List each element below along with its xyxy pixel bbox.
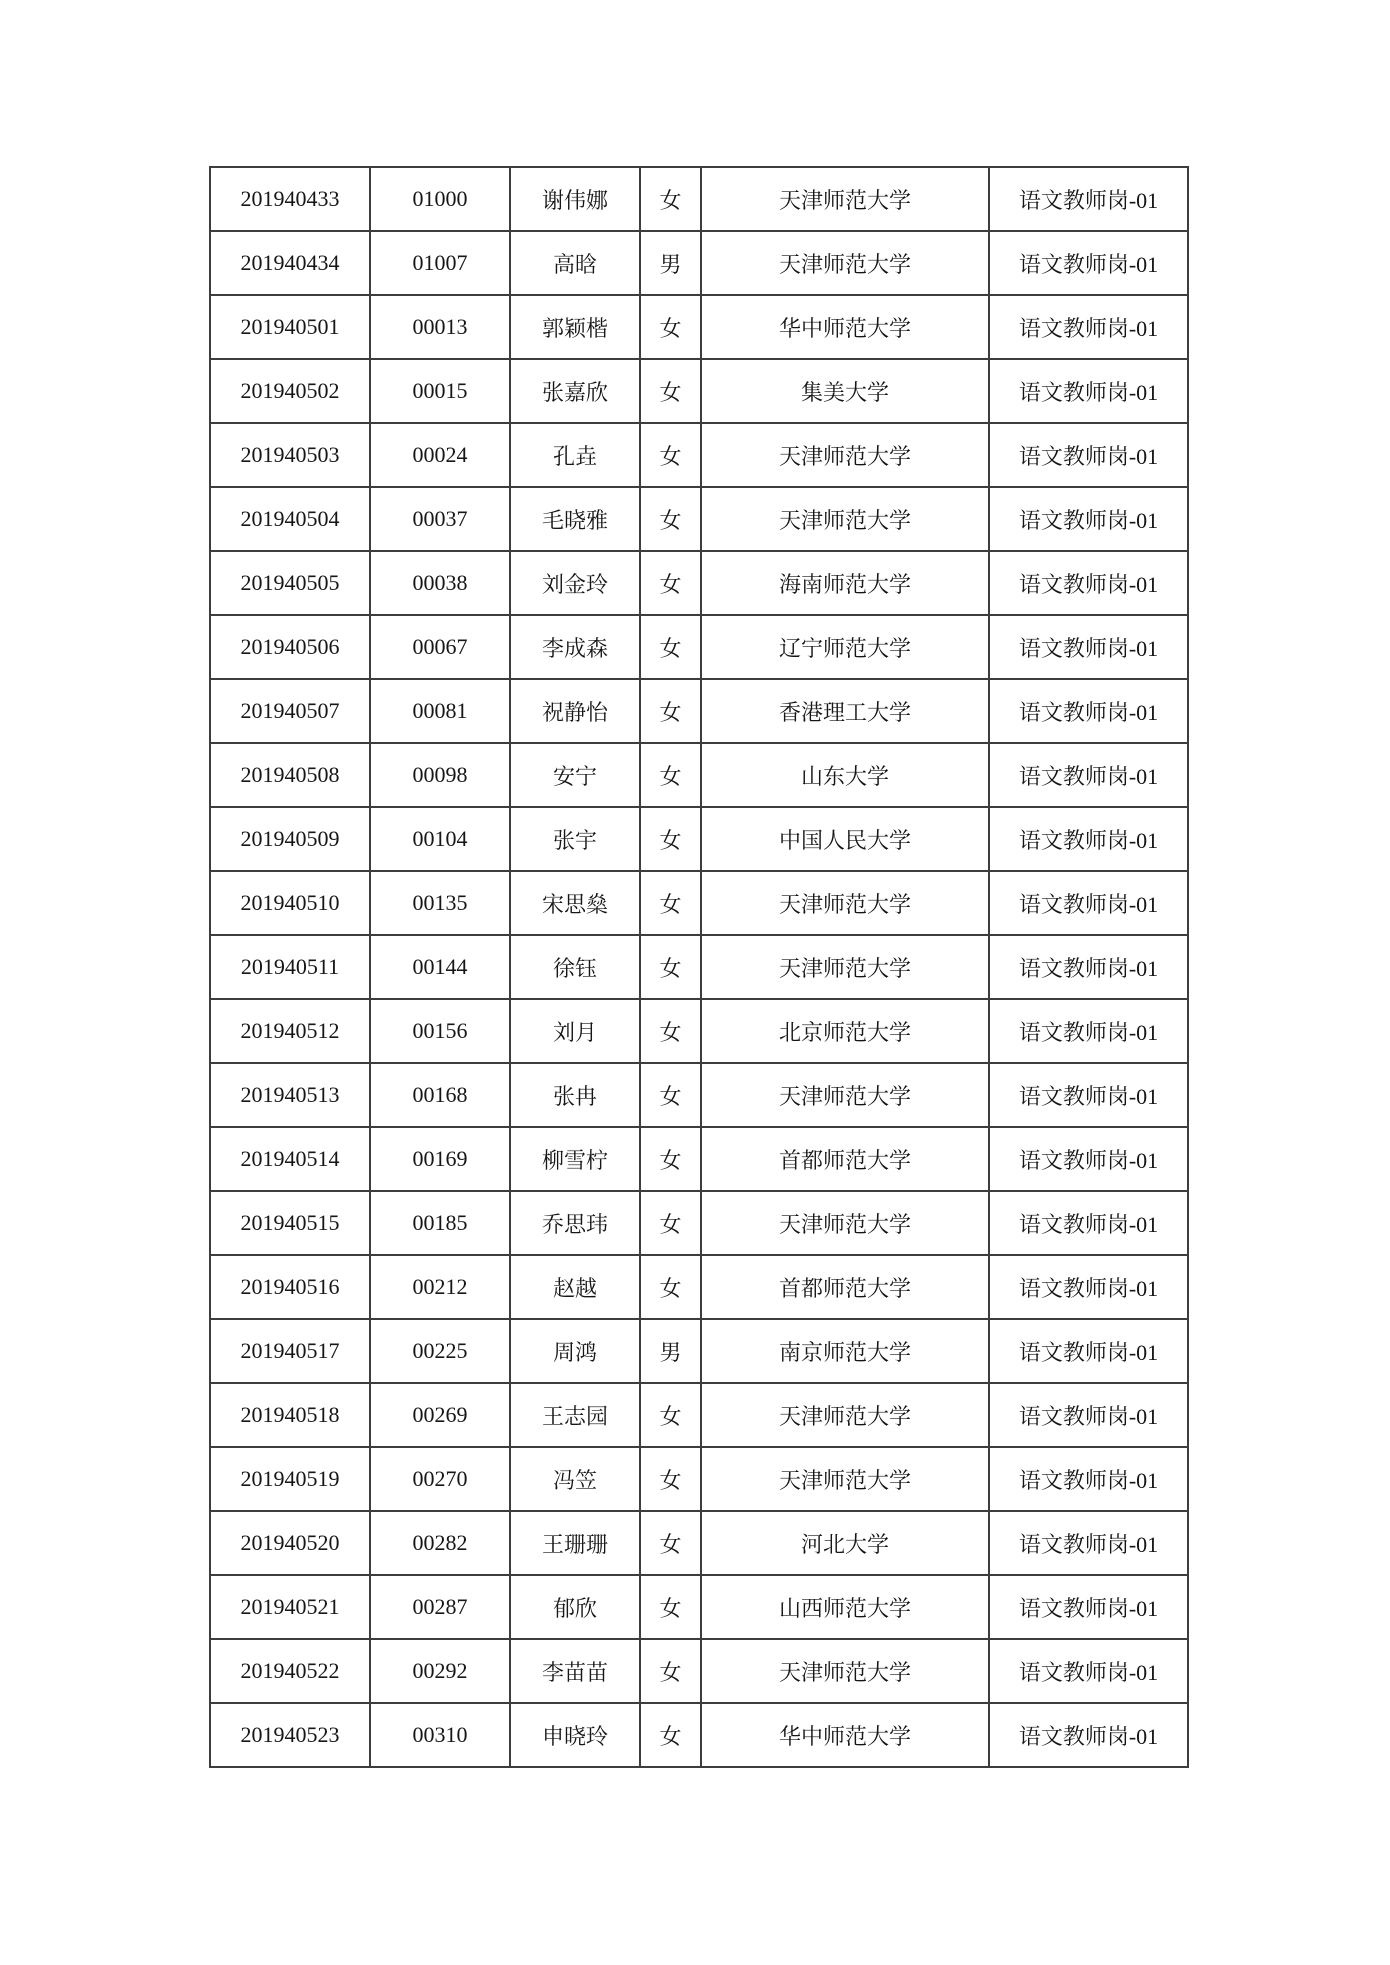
cell-candidate-number: 00135 <box>370 871 510 935</box>
cell-name: 张嘉欣 <box>510 359 640 423</box>
cell-position: 语文教师岗-01 <box>989 1383 1188 1447</box>
cell-exam-number: 201940506 <box>210 615 370 679</box>
cell-graduate-school: 首都师范大学 <box>701 1127 989 1191</box>
table-row <box>210 807 1188 871</box>
cell-gender: 女 <box>640 1639 701 1703</box>
cell-position: 语文教师岗-01 <box>989 231 1188 295</box>
cell-name: 安宁 <box>510 743 640 807</box>
cell-graduate-school: 天津师范大学 <box>701 423 989 487</box>
table-row <box>210 295 1188 359</box>
cell-candidate-number: 00156 <box>370 999 510 1063</box>
table-row <box>210 1319 1188 1383</box>
table-row <box>210 359 1188 423</box>
cell-position: 语文教师岗-01 <box>989 1639 1188 1703</box>
cell-name: 刘金玲 <box>510 551 640 615</box>
cell-candidate-number: 00292 <box>370 1639 510 1703</box>
cell-exam-number: 201940521 <box>210 1575 370 1639</box>
cell-graduate-school: 南京师范大学 <box>701 1319 989 1383</box>
table-row <box>210 1447 1188 1511</box>
roster-body <box>210 167 1188 1767</box>
cell-exam-number: 201940511 <box>210 935 370 999</box>
cell-exam-number: 201940507 <box>210 679 370 743</box>
cell-candidate-number: 00024 <box>370 423 510 487</box>
cell-exam-number: 201940519 <box>210 1447 370 1511</box>
cell-gender: 女 <box>640 615 701 679</box>
cell-name: 谢伟娜 <box>510 167 640 231</box>
cell-exam-number: 201940517 <box>210 1319 370 1383</box>
cell-name: 王珊珊 <box>510 1511 640 1575</box>
cell-position: 语文教师岗-01 <box>989 1191 1188 1255</box>
cell-graduate-school: 天津师范大学 <box>701 167 989 231</box>
cell-name: 李苗苗 <box>510 1639 640 1703</box>
cell-graduate-school: 天津师范大学 <box>701 1639 989 1703</box>
cell-graduate-school: 山东大学 <box>701 743 989 807</box>
cell-position: 语文教师岗-01 <box>989 999 1188 1063</box>
cell-gender: 女 <box>640 359 701 423</box>
cell-graduate-school: 天津师范大学 <box>701 1063 989 1127</box>
cell-name: 孔垚 <box>510 423 640 487</box>
cell-graduate-school: 天津师范大学 <box>701 231 989 295</box>
table-row <box>210 871 1188 935</box>
cell-gender: 男 <box>640 1319 701 1383</box>
cell-exam-number: 201940510 <box>210 871 370 935</box>
cell-candidate-number: 00282 <box>370 1511 510 1575</box>
cell-name: 柳雪柠 <box>510 1127 640 1191</box>
cell-graduate-school: 香港理工大学 <box>701 679 989 743</box>
cell-gender: 女 <box>640 935 701 999</box>
table-row <box>210 551 1188 615</box>
cell-exam-number: 201940501 <box>210 295 370 359</box>
cell-graduate-school: 河北大学 <box>701 1511 989 1575</box>
cell-graduate-school: 首都师范大学 <box>701 1255 989 1319</box>
cell-graduate-school: 北京师范大学 <box>701 999 989 1063</box>
table-row <box>210 743 1188 807</box>
table-row <box>210 1255 1188 1319</box>
cell-position: 语文教师岗-01 <box>989 295 1188 359</box>
cell-name: 郭颖楷 <box>510 295 640 359</box>
cell-exam-number: 201940509 <box>210 807 370 871</box>
cell-candidate-number: 00037 <box>370 487 510 551</box>
cell-gender: 女 <box>640 1127 701 1191</box>
cell-candidate-number: 00270 <box>370 1447 510 1511</box>
cell-position: 语文教师岗-01 <box>989 423 1188 487</box>
cell-gender: 女 <box>640 1511 701 1575</box>
cell-gender: 女 <box>640 167 701 231</box>
cell-graduate-school: 山西师范大学 <box>701 1575 989 1639</box>
roster-table <box>209 166 1189 1768</box>
cell-name: 李成森 <box>510 615 640 679</box>
cell-candidate-number: 01007 <box>370 231 510 295</box>
cell-position: 语文教师岗-01 <box>989 1575 1188 1639</box>
cell-gender: 女 <box>640 1063 701 1127</box>
cell-exam-number: 201940502 <box>210 359 370 423</box>
cell-candidate-number: 00081 <box>370 679 510 743</box>
cell-exam-number: 201940516 <box>210 1255 370 1319</box>
cell-gender: 女 <box>640 1255 701 1319</box>
cell-graduate-school: 天津师范大学 <box>701 935 989 999</box>
cell-name: 刘月 <box>510 999 640 1063</box>
cell-position: 语文教师岗-01 <box>989 1319 1188 1383</box>
cell-candidate-number: 00038 <box>370 551 510 615</box>
cell-candidate-number: 00225 <box>370 1319 510 1383</box>
cell-candidate-number: 00015 <box>370 359 510 423</box>
cell-gender: 女 <box>640 1383 701 1447</box>
cell-candidate-number: 00144 <box>370 935 510 999</box>
cell-exam-number: 201940513 <box>210 1063 370 1127</box>
cell-graduate-school: 辽宁师范大学 <box>701 615 989 679</box>
cell-position: 语文教师岗-01 <box>989 935 1188 999</box>
cell-position: 语文教师岗-01 <box>989 807 1188 871</box>
cell-gender: 女 <box>640 423 701 487</box>
table-row <box>210 167 1188 231</box>
cell-position: 语文教师岗-01 <box>989 487 1188 551</box>
cell-exam-number: 201940522 <box>210 1639 370 1703</box>
cell-graduate-school: 集美大学 <box>701 359 989 423</box>
cell-candidate-number: 01000 <box>370 167 510 231</box>
cell-candidate-number: 00104 <box>370 807 510 871</box>
table-row <box>210 1511 1188 1575</box>
cell-graduate-school: 中国人民大学 <box>701 807 989 871</box>
cell-graduate-school: 天津师范大学 <box>701 1383 989 1447</box>
cell-exam-number: 201940504 <box>210 487 370 551</box>
cell-name: 郁欣 <box>510 1575 640 1639</box>
cell-name: 申晓玲 <box>510 1703 640 1767</box>
cell-position: 语文教师岗-01 <box>989 871 1188 935</box>
cell-name: 张冉 <box>510 1063 640 1127</box>
cell-exam-number: 201940508 <box>210 743 370 807</box>
cell-candidate-number: 00098 <box>370 743 510 807</box>
table-row <box>210 1383 1188 1447</box>
cell-graduate-school: 天津师范大学 <box>701 1191 989 1255</box>
cell-exam-number: 201940520 <box>210 1511 370 1575</box>
cell-gender: 女 <box>640 807 701 871</box>
cell-name: 赵越 <box>510 1255 640 1319</box>
cell-exam-number: 201940518 <box>210 1383 370 1447</box>
cell-name: 乔思玮 <box>510 1191 640 1255</box>
cell-position: 语文教师岗-01 <box>989 1063 1188 1127</box>
table-row <box>210 1639 1188 1703</box>
cell-graduate-school: 华中师范大学 <box>701 1703 989 1767</box>
table-row <box>210 935 1188 999</box>
cell-position: 语文教师岗-01 <box>989 359 1188 423</box>
cell-name: 冯笠 <box>510 1447 640 1511</box>
cell-name: 毛晓雅 <box>510 487 640 551</box>
table-row <box>210 1191 1188 1255</box>
cell-candidate-number: 00013 <box>370 295 510 359</box>
cell-name: 王志园 <box>510 1383 640 1447</box>
cell-exam-number: 201940503 <box>210 423 370 487</box>
cell-candidate-number: 00310 <box>370 1703 510 1767</box>
cell-name: 张宇 <box>510 807 640 871</box>
cell-exam-number: 201940515 <box>210 1191 370 1255</box>
cell-gender: 女 <box>640 871 701 935</box>
cell-candidate-number: 00269 <box>370 1383 510 1447</box>
cell-position: 语文教师岗-01 <box>989 1127 1188 1191</box>
cell-position: 语文教师岗-01 <box>989 167 1188 231</box>
cell-exam-number: 201940514 <box>210 1127 370 1191</box>
cell-candidate-number: 00287 <box>370 1575 510 1639</box>
cell-candidate-number: 00067 <box>370 615 510 679</box>
table-row <box>210 1127 1188 1191</box>
cell-position: 语文教师岗-01 <box>989 743 1188 807</box>
cell-graduate-school: 华中师范大学 <box>701 295 989 359</box>
table-row <box>210 679 1188 743</box>
cell-gender: 女 <box>640 999 701 1063</box>
cell-candidate-number: 00212 <box>370 1255 510 1319</box>
table-row <box>210 615 1188 679</box>
cell-name: 周鸿 <box>510 1319 640 1383</box>
table-row <box>210 1063 1188 1127</box>
cell-gender: 女 <box>640 487 701 551</box>
cell-gender: 女 <box>640 1447 701 1511</box>
cell-position: 语文教师岗-01 <box>989 615 1188 679</box>
cell-position: 语文教师岗-01 <box>989 551 1188 615</box>
cell-gender: 女 <box>640 1703 701 1767</box>
cell-gender: 女 <box>640 551 701 615</box>
cell-exam-number: 201940434 <box>210 231 370 295</box>
cell-position: 语文教师岗-01 <box>989 1255 1188 1319</box>
table-row <box>210 999 1188 1063</box>
table-row <box>210 231 1188 295</box>
cell-graduate-school: 海南师范大学 <box>701 551 989 615</box>
cell-graduate-school: 天津师范大学 <box>701 487 989 551</box>
cell-exam-number: 201940433 <box>210 167 370 231</box>
cell-exam-number: 201940505 <box>210 551 370 615</box>
cell-candidate-number: 00169 <box>370 1127 510 1191</box>
cell-name: 高晗 <box>510 231 640 295</box>
cell-exam-number: 201940523 <box>210 1703 370 1767</box>
table-row <box>210 487 1188 551</box>
cell-gender: 女 <box>640 743 701 807</box>
cell-position: 语文教师岗-01 <box>989 679 1188 743</box>
cell-candidate-number: 00185 <box>370 1191 510 1255</box>
table-row <box>210 1575 1188 1639</box>
cell-graduate-school: 天津师范大学 <box>701 1447 989 1511</box>
cell-name: 宋思燊 <box>510 871 640 935</box>
cell-name: 徐钰 <box>510 935 640 999</box>
cell-candidate-number: 00168 <box>370 1063 510 1127</box>
cell-graduate-school: 天津师范大学 <box>701 871 989 935</box>
cell-gender: 男 <box>640 231 701 295</box>
cell-gender: 女 <box>640 1575 701 1639</box>
cell-name: 祝静怡 <box>510 679 640 743</box>
cell-position: 语文教师岗-01 <box>989 1447 1188 1511</box>
table-row <box>210 423 1188 487</box>
cell-position: 语文教师岗-01 <box>989 1703 1188 1767</box>
cell-exam-number: 201940512 <box>210 999 370 1063</box>
cell-position: 语文教师岗-01 <box>989 1511 1188 1575</box>
table-row <box>210 1703 1188 1767</box>
cell-gender: 女 <box>640 1191 701 1255</box>
cell-gender: 女 <box>640 679 701 743</box>
cell-gender: 女 <box>640 295 701 359</box>
